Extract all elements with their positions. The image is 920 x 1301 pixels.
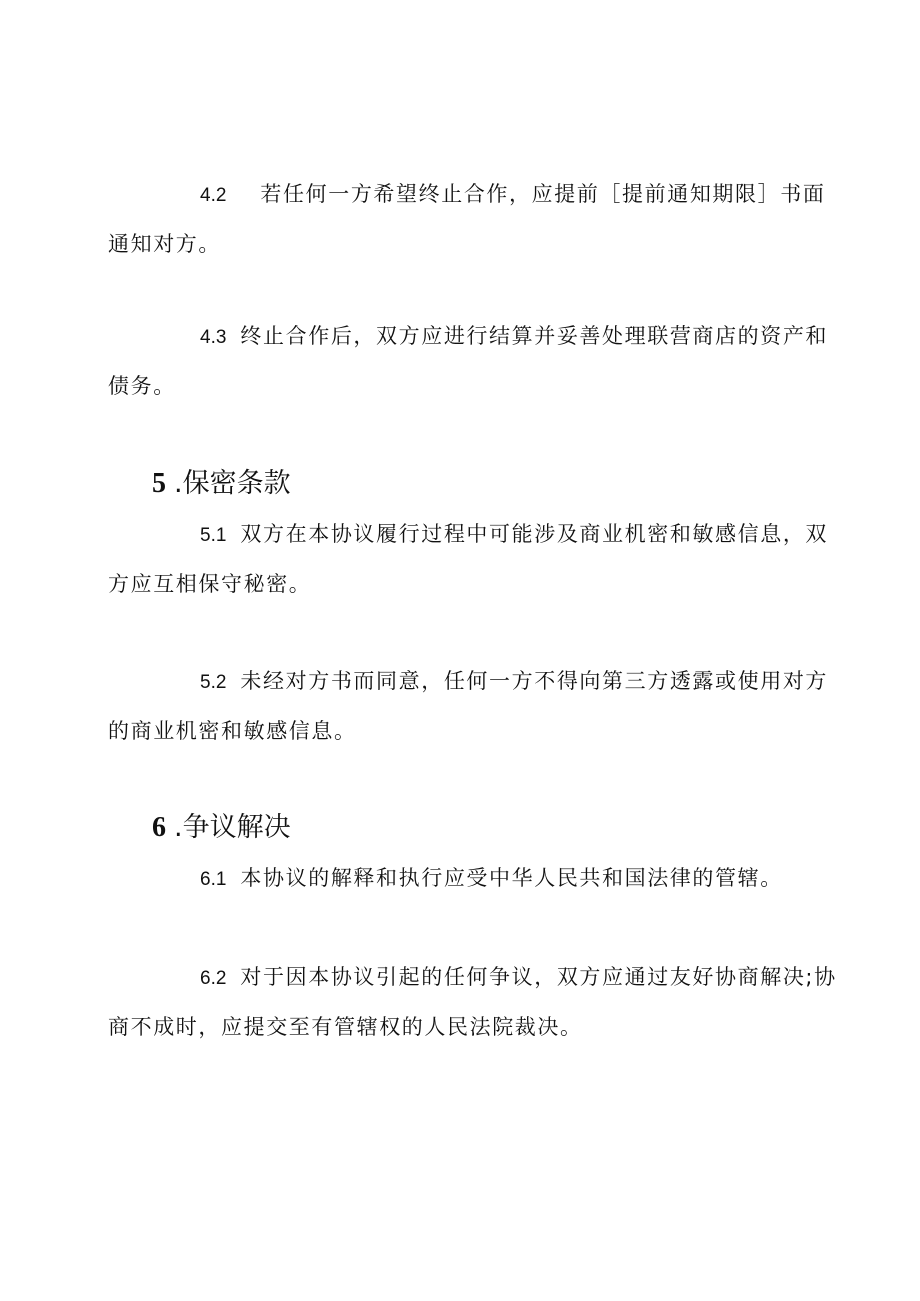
clause-4-3-number: 4.3 bbox=[200, 327, 227, 348]
clause-5-1-number: 5.1 bbox=[200, 525, 227, 546]
clause-6-2-line-1 bbox=[108, 953, 837, 1003]
section-6-title: .争议解决 bbox=[174, 812, 291, 843]
clause-6-2-line-1-text: 对于因本协议引起的任何争议，双方应通过友好协商解决;协 bbox=[240, 965, 837, 989]
section-6-number: 6 bbox=[152, 812, 166, 843]
clause-5-2-line-1 bbox=[108, 657, 829, 707]
section-6-heading bbox=[152, 808, 291, 848]
clause-6-1-text bbox=[108, 854, 813, 904]
clause-6-2 bbox=[108, 953, 837, 1052]
clause-5-1-text bbox=[108, 510, 829, 609]
clause-4-3-line-1-text: 终止合作后，双方应进行结算并妥善处理联营商店的资产和 bbox=[240, 324, 829, 348]
clause-4-3-text bbox=[108, 312, 829, 411]
clause-5-2-line-2: 的商业机密和敏感信息。 bbox=[108, 719, 357, 743]
clause-5-2-line-1-text: 未经对方书而同意，任何一方不得向第三方透露或使用对方 bbox=[240, 669, 829, 693]
clause-6-1-line-1 bbox=[108, 854, 813, 904]
section-5-number: 5 bbox=[152, 468, 166, 499]
section-5-title: .保密条款 bbox=[174, 468, 291, 499]
clause-6-2-line-2: 商不成时，应提交至有管辖权的人民法院裁决。 bbox=[108, 1015, 583, 1039]
clause-6-1-number: 6.1 bbox=[200, 869, 227, 890]
clause-4-2-text bbox=[108, 170, 826, 269]
clause-5-1 bbox=[108, 510, 829, 609]
clause-4-3-line-1 bbox=[108, 312, 829, 362]
clause-5-1-line-1 bbox=[108, 510, 829, 560]
clause-4-2-line-2: 通知对方。 bbox=[108, 232, 221, 256]
clause-4-2-line-1-text: 若任何一方希望终止合作，应提前［提前通知期限］书面 bbox=[260, 182, 826, 206]
section-5-heading bbox=[152, 464, 291, 504]
clause-6-2-number: 6.2 bbox=[200, 968, 227, 989]
clause-5-2 bbox=[108, 657, 829, 756]
clause-5-2-number: 5.2 bbox=[200, 672, 227, 693]
clause-4-2-line-1 bbox=[108, 170, 826, 220]
clause-4-3-line-2: 债务。 bbox=[108, 374, 176, 398]
clause-5-2-text bbox=[108, 657, 829, 756]
clause-5-1-line-2: 方应互相保守秘密。 bbox=[108, 572, 312, 596]
clause-5-1-line-1-text: 双方在本协议履行过程中可能涉及商业机密和敏感信息，双 bbox=[240, 522, 829, 546]
clause-6-2-text bbox=[108, 953, 837, 1052]
clause-4-2-number: 4.2 bbox=[200, 185, 227, 206]
clause-4-2 bbox=[108, 170, 826, 269]
clause-6-1 bbox=[108, 854, 813, 904]
clause-4-3 bbox=[108, 312, 829, 411]
clause-6-1-line-1-text: 本协议的解释和执行应受中华人民共和国法律的管辖。 bbox=[240, 866, 783, 890]
